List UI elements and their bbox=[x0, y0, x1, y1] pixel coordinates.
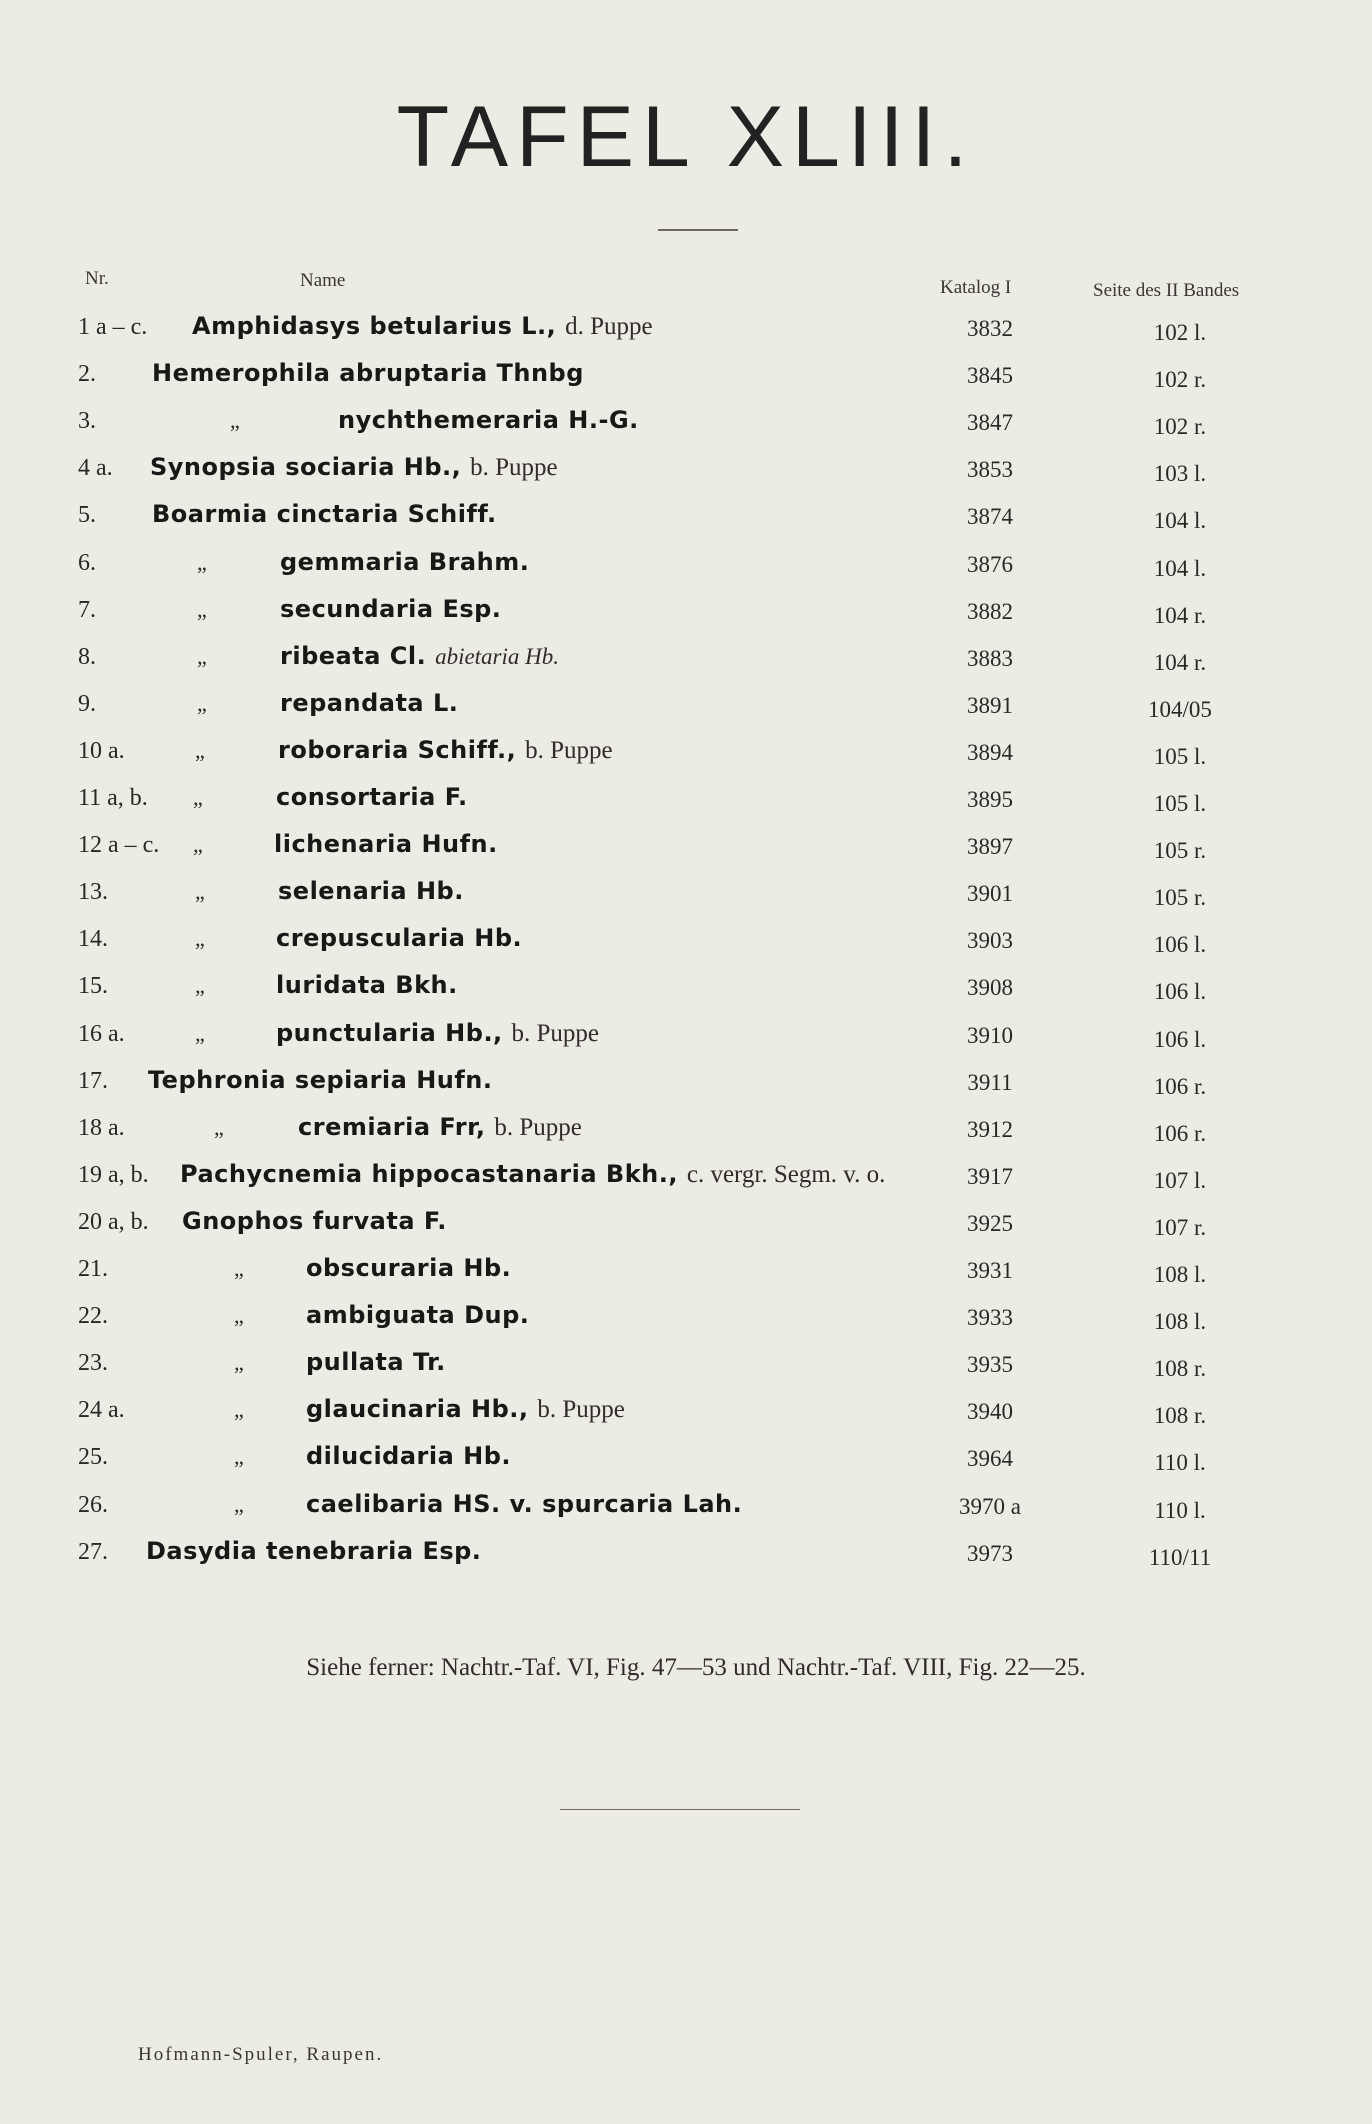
title-divider bbox=[658, 229, 738, 231]
species-name-cell bbox=[306, 1395, 625, 1424]
table-row bbox=[0, 308, 1372, 354]
table-row bbox=[0, 920, 1372, 966]
species-name: roboraria Schiff., bbox=[278, 735, 517, 764]
species-remark: abietaria Hb. bbox=[435, 643, 560, 669]
table-row bbox=[0, 779, 1372, 825]
table-row bbox=[0, 1438, 1372, 1484]
species-name: punctularia Hb., bbox=[276, 1018, 503, 1047]
table-row bbox=[0, 1250, 1372, 1296]
page-reference: 106 l. bbox=[1153, 1026, 1207, 1052]
species-name: ambiguata Dup. bbox=[306, 1301, 530, 1330]
species-name-cell bbox=[182, 1207, 447, 1235]
table-row bbox=[0, 1533, 1372, 1579]
species-name: cremiaria Frr, bbox=[298, 1112, 486, 1141]
page-reference: 107 r. bbox=[1153, 1214, 1207, 1240]
row-number: 4 a. bbox=[78, 455, 113, 482]
species-name-cell bbox=[192, 312, 653, 341]
row-number: 13. bbox=[78, 879, 108, 906]
species-name-cell bbox=[278, 736, 613, 765]
species-name-cell bbox=[338, 406, 639, 434]
row-number: 14. bbox=[78, 926, 108, 953]
species-remark: b. Puppe bbox=[494, 1113, 582, 1141]
species-name-cell bbox=[152, 359, 584, 387]
katalog-number: 3911 bbox=[967, 1069, 1013, 1095]
page-reference: 108 l. bbox=[1153, 1309, 1207, 1335]
katalog-number: 3925 bbox=[967, 1210, 1013, 1236]
page-reference: 108 r. bbox=[1153, 1403, 1207, 1429]
page-reference: 108 l. bbox=[1153, 1262, 1207, 1287]
ditto-mark: „ bbox=[197, 549, 207, 575]
katalog-number: 3895 bbox=[967, 787, 1013, 812]
table-row bbox=[0, 638, 1372, 684]
row-number: 16 a. bbox=[78, 1020, 125, 1047]
species-name-cell bbox=[278, 877, 464, 905]
bottom-divider bbox=[560, 1809, 800, 1810]
katalog-number: 3853 bbox=[967, 457, 1013, 483]
species-name: luridata Bkh. bbox=[276, 971, 458, 1000]
table-row bbox=[0, 967, 1372, 1013]
katalog-number: 3901 bbox=[967, 881, 1013, 907]
table-row bbox=[0, 449, 1372, 495]
ditto-mark: „ bbox=[234, 1444, 244, 1470]
row-number: 24 a. bbox=[78, 1397, 125, 1424]
species-remark: b. Puppe bbox=[470, 454, 558, 482]
page-reference: 105 r. bbox=[1153, 885, 1207, 911]
species-remark: c. vergr. Segm. v. o. bbox=[686, 1160, 886, 1188]
page-title: TAFEL XLIII. bbox=[396, 89, 976, 185]
table-row bbox=[0, 496, 1372, 542]
katalog-number: 3935 bbox=[967, 1352, 1013, 1378]
species-remark: d. Puppe bbox=[565, 313, 653, 340]
katalog-number: 3845 bbox=[967, 363, 1013, 389]
species-name-cell bbox=[306, 1301, 529, 1329]
page-reference: 110 l. bbox=[1154, 1450, 1206, 1476]
katalog-number: 3908 bbox=[967, 975, 1013, 1001]
table-row bbox=[0, 1156, 1372, 1202]
species-name: ribeata Cl. bbox=[280, 641, 427, 670]
katalog-number: 3933 bbox=[967, 1305, 1013, 1331]
row-number: 11 a, b. bbox=[78, 785, 148, 811]
ditto-mark: „ bbox=[195, 879, 205, 905]
katalog-number: 3903 bbox=[967, 928, 1013, 954]
ditto-mark: „ bbox=[197, 690, 207, 716]
katalog-number: 3917 bbox=[967, 1163, 1013, 1189]
species-name-cell bbox=[180, 1160, 885, 1189]
katalog-number: 3832 bbox=[967, 316, 1013, 341]
table-row bbox=[0, 1344, 1372, 1390]
ditto-mark: „ bbox=[195, 926, 205, 952]
species-name: Hemerophila abruptaria Thnbg bbox=[152, 359, 584, 388]
katalog-number: 3876 bbox=[967, 551, 1013, 577]
species-remark: b. Puppe bbox=[511, 1019, 600, 1047]
row-number: 26. bbox=[78, 1491, 108, 1518]
katalog-number: 3847 bbox=[967, 410, 1013, 436]
row-number: 10 a. bbox=[78, 737, 125, 764]
ditto-mark: „ bbox=[234, 1397, 244, 1423]
ditto-mark: „ bbox=[234, 1350, 244, 1376]
species-name-cell bbox=[306, 1348, 446, 1376]
species-name-cell bbox=[148, 1066, 493, 1094]
row-number: 23. bbox=[78, 1350, 108, 1377]
species-name: crepuscularia Hb. bbox=[276, 924, 523, 953]
ditto-mark: „ bbox=[193, 785, 203, 810]
species-name-cell bbox=[150, 453, 558, 482]
species-name: secundaria Esp. bbox=[280, 594, 502, 623]
species-name: nychthemeraria H.-G. bbox=[338, 406, 639, 435]
page-reference: 104/05 bbox=[1148, 696, 1212, 722]
row-number: 7. bbox=[78, 596, 96, 623]
table-row bbox=[0, 1062, 1372, 1108]
katalog-number: 3964 bbox=[967, 1446, 1013, 1472]
page-reference: 104 l. bbox=[1153, 508, 1207, 534]
species-remark: b. Puppe bbox=[525, 736, 613, 764]
row-number: 22. bbox=[78, 1303, 108, 1330]
ditto-mark: „ bbox=[197, 596, 207, 622]
ditto-mark: „ bbox=[234, 1256, 244, 1281]
table-row bbox=[0, 685, 1372, 731]
species-name-cell bbox=[152, 500, 497, 528]
table-row bbox=[0, 873, 1372, 919]
species-name: glaucinaria Hb., bbox=[306, 1395, 529, 1424]
ditto-mark: „ bbox=[195, 973, 205, 999]
species-name: lichenaria Hufn. bbox=[274, 830, 498, 859]
species-name: repandata L. bbox=[280, 688, 459, 717]
katalog-number: 3894 bbox=[967, 739, 1013, 765]
species-name-cell bbox=[274, 830, 498, 858]
katalog-number: 3891 bbox=[967, 692, 1013, 718]
species-name-cell bbox=[276, 924, 522, 952]
page-reference: 110/11 bbox=[1148, 1544, 1212, 1570]
table-row bbox=[0, 826, 1372, 872]
row-number: 9. bbox=[78, 690, 96, 717]
ditto-mark: „ bbox=[195, 1020, 205, 1046]
page-reference: 102 r. bbox=[1153, 367, 1207, 393]
table-row bbox=[0, 1015, 1372, 1061]
row-number: 27. bbox=[78, 1538, 108, 1565]
katalog-number: 3910 bbox=[967, 1022, 1013, 1048]
katalog-number: 3897 bbox=[967, 834, 1013, 860]
row-number: 1 a – c. bbox=[78, 314, 148, 340]
table-row bbox=[0, 1297, 1372, 1343]
row-number: 18 a. bbox=[78, 1114, 125, 1141]
katalog-number: 3940 bbox=[967, 1399, 1013, 1425]
page-reference: 104 r. bbox=[1153, 602, 1207, 628]
table-row bbox=[0, 402, 1372, 448]
page-reference: 106 r. bbox=[1153, 1073, 1207, 1099]
katalog-number: 3874 bbox=[967, 504, 1013, 530]
page-reference: 106 r. bbox=[1153, 1120, 1207, 1146]
row-number: 2. bbox=[78, 361, 96, 388]
ditto-mark: „ bbox=[234, 1491, 244, 1517]
row-number: 6. bbox=[78, 549, 96, 576]
see-also-note: Siehe ferner: Nachtr.-Taf. VI, Fig. 47—53 und Nachtr.-Taf. VIII, Fig. 22—25. bbox=[306, 1654, 1086, 1681]
species-name-cell bbox=[280, 595, 501, 623]
species-name: obscuraria Hb. bbox=[306, 1254, 512, 1282]
species-name-cell bbox=[146, 1537, 481, 1565]
row-number: 17. bbox=[78, 1067, 108, 1094]
page-reference: 106 l. bbox=[1153, 979, 1207, 1005]
katalog-number: 3883 bbox=[967, 645, 1013, 671]
species-name-cell bbox=[276, 971, 458, 999]
page-reference: 108 r. bbox=[1153, 1356, 1207, 1382]
species-name-cell bbox=[280, 642, 559, 670]
page-reference: 110 l. bbox=[1154, 1497, 1206, 1523]
species-name-cell bbox=[276, 1019, 599, 1048]
page-reference: 107 l. bbox=[1153, 1167, 1207, 1193]
katalog-number: 3970 a bbox=[959, 1493, 1021, 1519]
species-name-cell bbox=[306, 1442, 511, 1470]
row-number: 12 a – c. bbox=[78, 832, 160, 859]
row-number: 3. bbox=[78, 408, 96, 435]
page-reference: 103 l. bbox=[1153, 461, 1207, 487]
page-reference: 106 l. bbox=[1153, 932, 1207, 958]
ditto-mark: „ bbox=[214, 1114, 224, 1140]
header-seite: Seite des II Bandes bbox=[1093, 280, 1240, 301]
katalog-number: 3882 bbox=[967, 598, 1013, 624]
table-row bbox=[0, 1109, 1372, 1155]
species-name: Pachycnemia hippocastanaria Bkh., bbox=[180, 1159, 678, 1188]
page-reference: 104 l. bbox=[1153, 555, 1207, 581]
species-name: Amphidasys betularius L., bbox=[192, 312, 557, 340]
footer-credit: Hofmann-Spuler, Raupen. bbox=[138, 2044, 384, 2065]
row-number: 8. bbox=[78, 643, 96, 670]
species-name-cell bbox=[276, 783, 468, 811]
page-reference: 102 r. bbox=[1153, 414, 1207, 440]
row-number: 19 a, b. bbox=[78, 1161, 149, 1188]
page-reference: 105 l. bbox=[1153, 791, 1207, 816]
page-reference: 105 r. bbox=[1153, 838, 1207, 864]
ditto-mark: „ bbox=[193, 832, 203, 858]
species-name: selenaria Hb. bbox=[278, 877, 464, 906]
species-name: caelibaria HS. v. spurcaria Lah. bbox=[306, 1489, 743, 1518]
table-row bbox=[0, 591, 1372, 637]
row-number: 20 a, b. bbox=[78, 1208, 149, 1235]
row-number: 15. bbox=[78, 973, 108, 1000]
species-name: Gnophos furvata F. bbox=[182, 1206, 447, 1235]
species-name: Synopsia sociaria Hb., bbox=[150, 453, 462, 482]
header-name: Name bbox=[300, 270, 346, 291]
species-name: Boarmia cinctaria Schiff. bbox=[152, 500, 497, 529]
katalog-number: 3931 bbox=[967, 1258, 1013, 1283]
species-name: dilucidaria Hb. bbox=[306, 1442, 512, 1471]
row-number: 25. bbox=[78, 1444, 108, 1471]
ditto-mark: „ bbox=[197, 643, 207, 669]
species-name: gemmaria Brahm. bbox=[280, 547, 530, 576]
katalog-number: 3973 bbox=[967, 1540, 1013, 1566]
species-name: Tephronia sepiaria Hufn. bbox=[148, 1065, 493, 1094]
table-row bbox=[0, 544, 1372, 590]
species-name-cell bbox=[280, 689, 458, 717]
table-row bbox=[0, 732, 1372, 778]
species-name-cell bbox=[306, 1254, 511, 1282]
species-remark: b. Puppe bbox=[537, 1396, 625, 1424]
page-reference: 105 l. bbox=[1153, 743, 1207, 769]
katalog-number: 3912 bbox=[967, 1116, 1013, 1142]
species-name: Dasydia tenebraria Esp. bbox=[146, 1536, 482, 1565]
row-number: 5. bbox=[78, 502, 96, 529]
species-name-cell bbox=[280, 548, 529, 576]
table-row bbox=[0, 1486, 1372, 1532]
header-nr: Nr. bbox=[85, 268, 109, 289]
species-name: pullata Tr. bbox=[306, 1348, 446, 1377]
species-name: consortaria F. bbox=[276, 783, 468, 811]
species-name-cell bbox=[298, 1113, 582, 1142]
species-name-cell bbox=[306, 1490, 742, 1518]
table-row bbox=[0, 1203, 1372, 1249]
page-reference: 104 r. bbox=[1153, 649, 1207, 675]
row-number: 21. bbox=[78, 1256, 108, 1282]
page-reference: 102 l. bbox=[1153, 320, 1207, 345]
table-row bbox=[0, 1391, 1372, 1437]
table-row bbox=[0, 355, 1372, 401]
header-katalog: Katalog I bbox=[940, 277, 1012, 298]
ditto-mark: „ bbox=[234, 1303, 244, 1329]
ditto-mark: „ bbox=[230, 408, 240, 434]
ditto-mark: „ bbox=[195, 737, 205, 763]
